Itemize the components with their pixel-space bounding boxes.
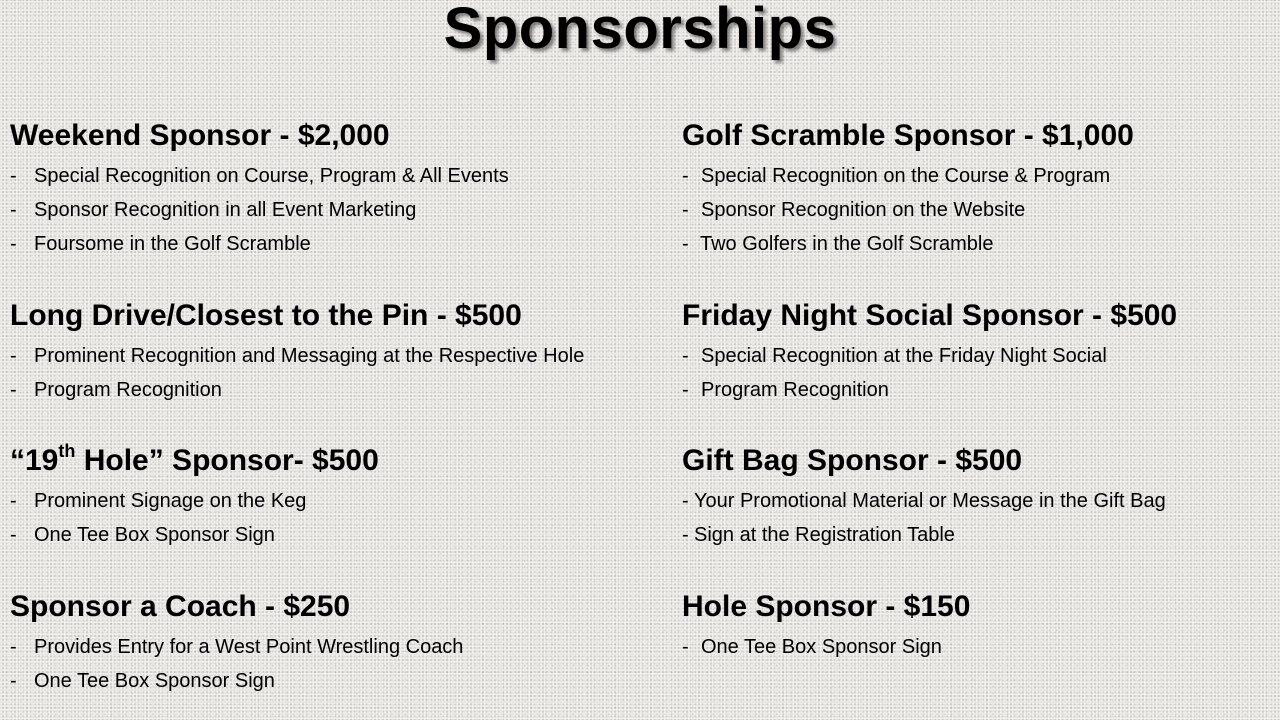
friday-social-section <box>682 299 1177 407</box>
list-item: - Sign at the Registration Table <box>682 518 1166 552</box>
list-item: - Program Recognition <box>682 373 1177 407</box>
dash-bullet: - <box>10 199 17 221</box>
dash-bullet: - <box>682 524 689 546</box>
benefit-list <box>682 484 1166 552</box>
section-heading: Friday Night Social Sponsor - $500 <box>682 299 1178 332</box>
list-item: - Two Golfers in the Golf Scramble <box>682 227 1134 261</box>
dash-bullet: - <box>682 636 689 658</box>
coach-sponsor-section <box>10 590 463 698</box>
dash-bullet: - <box>10 524 17 546</box>
dash-bullet: - <box>682 379 689 401</box>
dash-bullet: - <box>10 636 17 658</box>
section-heading: Long Drive/Closest to the Pin - $500 <box>10 299 522 332</box>
list-item: - Special Recognition at the Friday Night Social <box>682 339 1177 373</box>
dash-bullet: - <box>10 490 17 512</box>
list-item: - One Tee Box Sponsor Sign <box>682 630 970 664</box>
dash-bullet: - <box>10 233 17 255</box>
benefit-list <box>10 339 584 407</box>
long-drive-section <box>10 299 584 407</box>
hole-sponsor-section <box>682 590 970 664</box>
section-heading: Hole Sponsor - $150 <box>682 590 971 623</box>
dash-bullet: - <box>682 233 689 255</box>
list-item: - Prominent Signage on the Keg <box>10 484 379 518</box>
dash-bullet: - <box>10 379 17 401</box>
list-item: - Provides Entry for a West Point Wrestling Coach <box>10 630 463 664</box>
list-item: - Program Recognition <box>10 373 584 407</box>
section-heading: “19th Hole” Sponsor- $500 <box>10 441 379 477</box>
list-item: - Special Recognition on the Course & Program <box>682 159 1134 193</box>
list-item: - Sponsor Recognition in all Event Marketing <box>10 193 509 227</box>
benefit-list <box>10 484 379 552</box>
golf-scramble-section <box>682 119 1134 261</box>
benefit-list <box>682 339 1177 407</box>
dash-bullet: - <box>10 345 17 367</box>
section-heading: Sponsor a Coach - $250 <box>10 590 351 623</box>
dash-bullet: - <box>682 490 689 512</box>
gift-bag-section <box>682 444 1166 552</box>
weekend-sponsor-section <box>10 119 509 261</box>
benefit-list <box>682 159 1134 261</box>
list-item: - Your Promotional Material or Message in the Gift Bag <box>682 484 1166 518</box>
benefit-list <box>10 159 509 261</box>
benefit-list <box>682 630 970 664</box>
list-item: - Foursome in the Golf Scramble <box>10 227 509 261</box>
benefit-list <box>10 630 463 698</box>
list-item: - Special Recognition on Course, Program & All Events <box>10 159 509 193</box>
nineteenth-hole-section <box>10 441 379 552</box>
list-item: - Prominent Recognition and Messaging at the Respective Hole <box>10 339 584 373</box>
dash-bullet: - <box>10 165 17 187</box>
dash-bullet: - <box>682 345 689 367</box>
section-heading: Golf Scramble Sponsor - $1,000 <box>682 119 1134 152</box>
dash-bullet: - <box>682 165 689 187</box>
list-item: - One Tee Box Sponsor Sign <box>10 518 379 552</box>
section-heading: Weekend Sponsor - $2,000 <box>10 119 390 152</box>
dash-bullet: - <box>682 199 689 221</box>
list-item: - Sponsor Recognition on the Website <box>682 193 1134 227</box>
list-item: - One Tee Box Sponsor Sign <box>10 664 463 698</box>
dash-bullet: - <box>10 670 17 692</box>
section-heading: Gift Bag Sponsor - $500 <box>682 444 1023 477</box>
page-title: Sponsorships <box>443 0 837 61</box>
